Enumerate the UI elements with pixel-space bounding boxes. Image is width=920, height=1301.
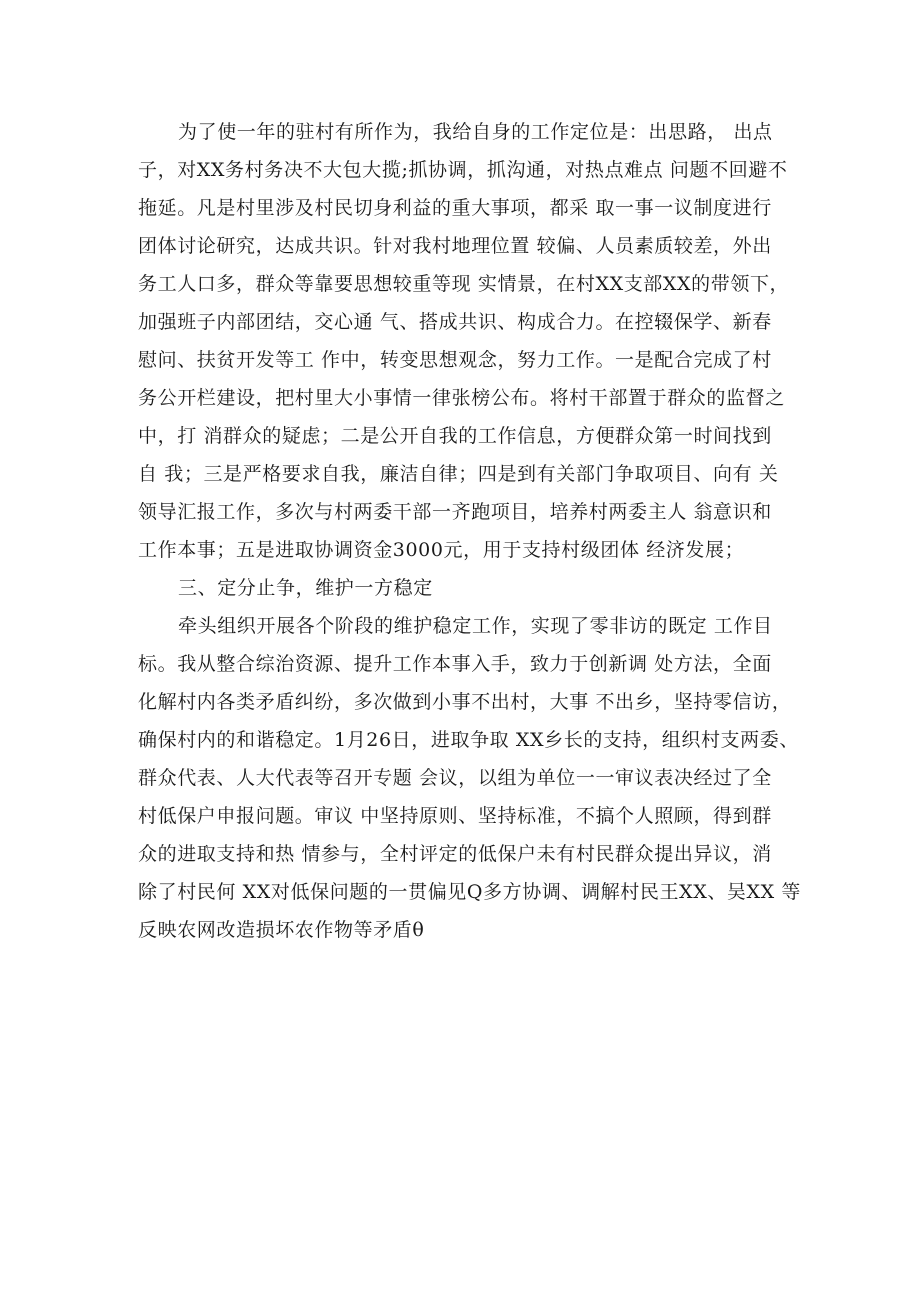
- paragraph-1-line-3: 拖延。凡是村里涉及村民切身利益的重大事项，都采 取一事一议制度进行: [138, 197, 772, 219]
- paragraph-2-line-2: 标。我从整合综治资源、提升工作本事入手，致力于创新调 处方法，全面: [138, 653, 772, 675]
- paragraph-1-line-11: 领导汇报工作，多次与村两委干部一齐跑项目，培养村两委主人 翁意识和: [138, 501, 772, 523]
- paragraph-1-line-9: 中，打 消群众的疑虑；二是公开自我的工作信息，方便群众第一时间找到: [138, 425, 772, 447]
- paragraph-2-line-1: 牵头组织开展各个阶段的维护稳定工作，实现了零非访的既定 工作目: [178, 615, 773, 637]
- paragraph-1-line-8: 务公开栏建设，把村里大小事情一律张榜公布。将村干部置于群众的监督之: [138, 387, 785, 409]
- paragraph-1-line-6: 加强班子内部团结，交心通 气、搭成共识、构成合力。在控辍保学、新春: [138, 311, 772, 333]
- paragraph-1-line-7: 慰问、扶贫开发等工 作中，转变思想观念，努力工作。一是配合完成了村: [138, 349, 772, 371]
- paragraph-1-line-12: 工作本事；五是进取协调资金3000元，用于支持村级团体 经济发展；: [138, 539, 745, 561]
- paragraph-2-line-9: 反映农网改造损坏农作物等矛盾θ: [138, 919, 425, 941]
- paragraph-1-line-4: 团体讨论研究，达成共识。针对我村地理位置 较偏、人员素质较差，外出: [138, 235, 772, 257]
- paragraph-2-line-3: 化解村内各类矛盾纠纷，多次做到小事不出村，大事 不出乡，坚持零信访，: [138, 691, 792, 713]
- paragraph-2-line-5: 群众代表、人大代表等召开专题 会议，以组为单位一一审议表决经过了全: [138, 767, 772, 789]
- section-heading: 三、定分止争，维护一方稳定: [178, 577, 433, 599]
- paragraph-2-line-7: 众的进取支持和热 情参与，全村评定的低保户未有村民群众提出异议，消: [138, 843, 772, 865]
- paragraph-1-line-10: 自 我；三是严格要求自我，廉洁自律；四是到有关部门争取项目、向有 关: [138, 463, 779, 485]
- paragraph-1-line-2: 子，对XX务村务决不大包大揽;抓协调，抓沟通，对热点难点 问题不回避不: [138, 159, 788, 181]
- paragraph-2-line-6: 村低保户申报问题。审议 中坚持原则、坚持标准，不搞个人照顾，得到群: [138, 805, 772, 827]
- paragraph-2-line-4: 确保村内的和谐稳定。1月26日，进取争取 XX乡长的支持，组织村支两委、: [138, 729, 799, 751]
- paragraph-1-line-1: 为了使一年的驻村有所作为，我给自身的工作定位是：出思路， 出点: [178, 121, 773, 143]
- paragraph-2-line-8: 除了村民何 XX对低保问题的一贯偏见Q多方协调、调解村民王XX、吴XX 等: [138, 881, 802, 903]
- paragraph-1-line-5: 务工人口多，群众等靠要思想较重等现 实情景，在村XX支部XX的带领下，: [138, 273, 790, 295]
